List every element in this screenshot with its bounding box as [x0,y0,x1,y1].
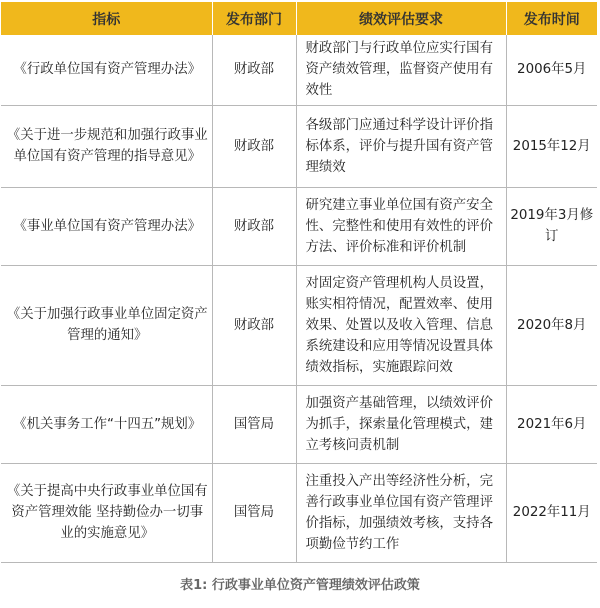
department-cell: 财政部 [212,105,296,187]
department-cell: 财政部 [212,187,296,265]
header-requirement: 绩效评估要求 [296,2,506,35]
table-row [1,385,597,463]
table-row [1,463,597,562]
table-caption: 表1: 行政事业单位资产管理绩效评估政策 [180,578,420,593]
requirement-cell: 对固定资产管理机构人员设置，账实相符情况，配置效率、使用效果、处置以及收入管理、信息系统建设和应用等情况设置具体绩效指标，实施跟踪问效 [296,265,506,385]
header-indicator: 指标 [1,2,212,35]
date-cell: 2022年11月 [506,463,597,562]
policy-table [1,2,597,563]
table-row [1,265,597,385]
policy-name-cell: 《机关事务工作“十四五”规划》 [1,385,212,463]
policy-name-cell: 《关于进一步规范和加强行政事业单位国有资产管理的指导意见》 [1,105,212,187]
date-cell: 2019年3月修订 [506,187,597,265]
requirement-cell: 研究建立事业单位国有资产安全性、完整性和使用有效性的评价方法、评价标准和评价机制 [296,187,506,265]
requirement-cell: 各级部门应通过科学设计评价指标体系，评价与提升国有资产管理绩效 [296,105,506,187]
table-row [1,105,597,187]
requirement-cell: 加强资产基础管理，以绩效评价为抓手，探索量化管理模式，建立考核问责机制 [296,385,506,463]
department-cell: 财政部 [212,35,296,105]
policy-name-cell: 《行政单位国有资产管理办法》 [1,35,212,105]
requirement-cell: 注重投入产出等经济性分析，完善行政事业单位国有资产管理评价指标，加强绩效考核，支持各项勤俭节约工作 [296,463,506,562]
date-cell: 2021年6月 [506,385,597,463]
requirement-cell: 财政部门与行政单位应实行国有资产绩效管理，监督资产使用有效性 [296,35,506,105]
policy-name-cell: 《关于提高中央行政事业单位国有资产管理效能 坚持勤俭办一切事业的实施意见》 [1,463,212,562]
policy-name-cell: 《事业单位国有资产管理办法》 [1,187,212,265]
department-cell: 财政部 [212,265,296,385]
table-row [1,35,597,105]
department-cell: 国管局 [212,385,296,463]
policy-name-cell: 《关于加强行政事业单位固定资产管理的通知》 [1,265,212,385]
header-date: 发布时间 [506,2,597,35]
department-cell: 国管局 [212,463,296,562]
table-row [1,187,597,265]
table-header-row [1,2,597,35]
date-cell: 2020年8月 [506,265,597,385]
date-cell: 2015年12月 [506,105,597,187]
header-department: 发布部门 [212,2,296,35]
date-cell: 2006年5月 [506,35,597,105]
